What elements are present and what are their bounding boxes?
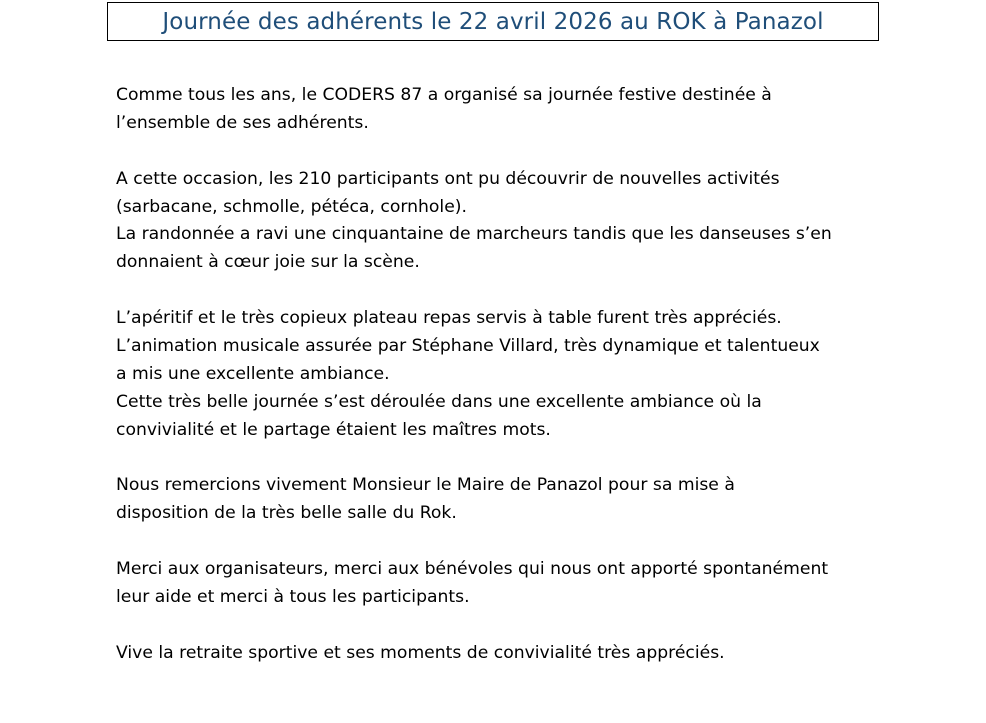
paragraph-line: donnaient à cœur joie sur la scène. — [116, 252, 420, 273]
paragraph-closing — [116, 640, 876, 668]
paragraph-line: Comme tous les ans, le CODERS 87 a organisé sa journée festive destinée à — [116, 85, 772, 105]
paragraph-line: a mis une excellente ambiance. — [116, 363, 390, 384]
paragraph-line: L’animation musicale assurée par Stéphane Villard, très dynamique et talentueux — [116, 336, 820, 357]
paragraph-line: disposition de la très belle salle du Rok. — [116, 503, 457, 524]
document-title: Journée des adhérents le 22 avril 2026 au ROK à Panazol — [162, 8, 824, 35]
paragraph-line: Vive la retraite sportive et ses moments de convivialité très appréciés. — [116, 642, 725, 663]
paragraph-line: Merci aux organisateurs, merci aux bénévoles qui nous ont apporté spontanément — [116, 559, 829, 580]
paragraph-line: Nous remercions vivement Monsieur le Maire de Panazol pour sa mise à — [116, 475, 735, 496]
paragraph-line: convivialité et le partage étaient les maîtres mots. — [116, 419, 551, 440]
paragraph-activities — [116, 166, 876, 278]
paragraph-line: Cette très belle journée s’est déroulée dans une excellente ambiance où la — [116, 391, 762, 412]
paragraph-line: l’ensemble de ses adhérents. — [116, 112, 369, 133]
paragraph-line: (sarbacane, schmolle, pétéca, cornhole). — [116, 196, 467, 217]
title-box — [107, 2, 879, 41]
paragraph-line: La randonnée a ravi une cinquantaine de marcheurs tandis que les danseuses s’en — [116, 224, 832, 245]
paragraph-thanks-mayor — [116, 472, 876, 528]
paragraph-line: leur aide et merci à tous les participants. — [116, 587, 470, 608]
paragraph-spacer — [116, 528, 876, 556]
paragraph-spacer — [116, 612, 876, 640]
paragraph-spacer — [116, 277, 876, 305]
paragraph-meal — [116, 305, 876, 444]
paragraph-intro — [116, 82, 876, 138]
paragraph-spacer — [116, 445, 876, 473]
document-body — [116, 82, 876, 668]
paragraph-thanks-volunteers — [116, 556, 876, 612]
paragraph-spacer — [116, 138, 876, 166]
paragraph-line: A cette occasion, les 210 participants ont pu découvrir de nouvelles activités — [116, 168, 780, 189]
paragraph-line: L’apéritif et le très copieux plateau repas servis à table furent très appréciés. — [116, 308, 782, 329]
